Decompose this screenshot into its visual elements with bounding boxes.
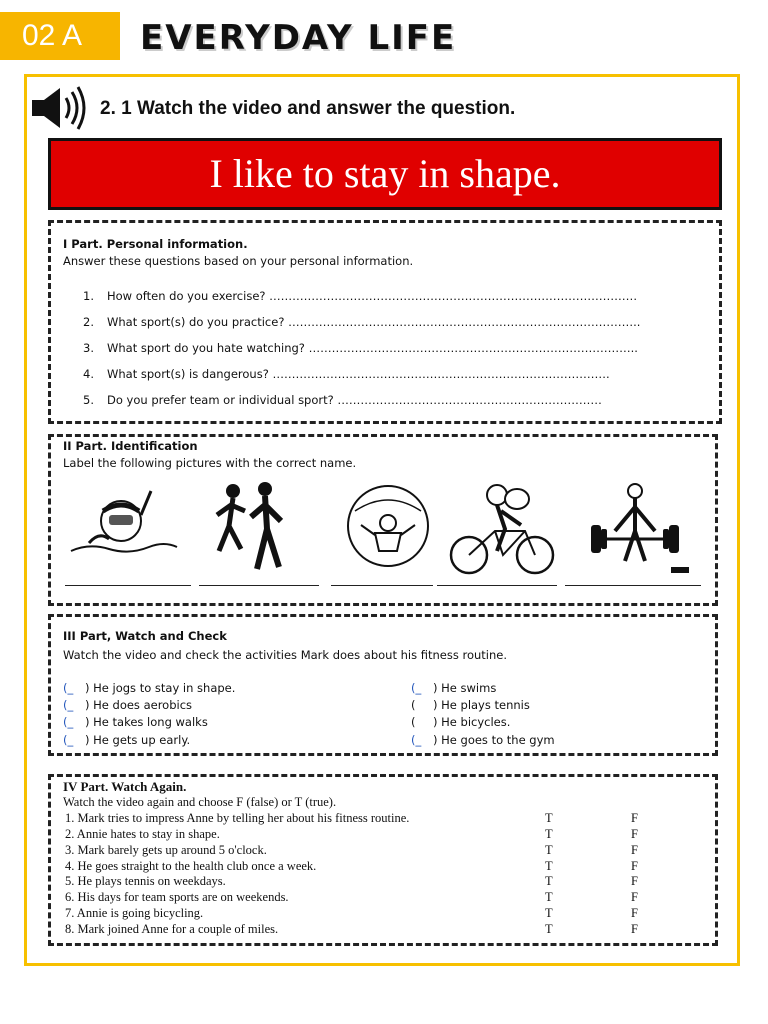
statement: 3. Mark barely gets up around 5 o'clock.: [65, 843, 267, 857]
question-text: Do you prefer team or individual sport?: [107, 393, 334, 407]
question-number: 5.: [83, 393, 94, 407]
false-option[interactable]: F: [631, 922, 638, 936]
unit-badge: 02 A: [0, 12, 120, 60]
checklist-item[interactable]: [63, 681, 235, 695]
question-number: 2.: [83, 315, 94, 329]
statement: 4. He goes straight to the health club once a week.: [65, 859, 317, 873]
true-option[interactable]: T: [545, 811, 553, 825]
part-3-watch-and-check: [48, 614, 718, 756]
statement: 2. Annie hates to stay in shape.: [65, 827, 220, 841]
skydiver-picture: [345, 481, 431, 571]
question-number: 3.: [83, 341, 94, 355]
activity-text: ) He takes long walks: [85, 715, 208, 729]
statement: 5. He plays tennis on weekdays.: [65, 874, 226, 888]
false-option[interactable]: F: [631, 843, 638, 857]
part-3-subtitle: Watch the video and check the activities Mark does about his fitness routine.: [63, 648, 508, 662]
lesson-banner: I like to stay in shape.: [48, 138, 722, 210]
answer-line[interactable]: …………………………………………………………………………….: [272, 367, 610, 381]
list-item: [83, 393, 640, 419]
part-1-personal-information: [48, 220, 722, 424]
question-number: 4.: [83, 367, 94, 381]
false-option[interactable]: F: [631, 811, 638, 825]
activity-text: ) He does aerobics: [85, 698, 193, 712]
speaker-icon[interactable]: [30, 84, 88, 132]
part-2-identification: [48, 434, 718, 606]
checklist-item[interactable]: [411, 733, 555, 747]
weightlifter-picture: [585, 481, 695, 577]
list-item: [83, 315, 640, 341]
true-option[interactable]: T: [545, 859, 553, 873]
false-option[interactable]: F: [631, 874, 638, 888]
checklist-item[interactable]: [63, 698, 192, 712]
false-option[interactable]: F: [631, 827, 638, 841]
label-answer-line[interactable]: [199, 585, 319, 586]
checklist-item[interactable]: [411, 715, 510, 729]
activity-text: ) He jogs to stay in shape.: [85, 681, 236, 695]
label-answer-line[interactable]: [331, 585, 433, 586]
snorkeling-diver-picture: [69, 481, 179, 571]
unit-title: EVERYDAY LIFE: [140, 18, 457, 58]
label-answer-line[interactable]: [65, 585, 191, 586]
question-number: 1.: [83, 289, 94, 303]
activity-text: ) He swims: [433, 681, 497, 695]
check-blank[interactable]: (_: [63, 715, 74, 729]
exercise-instruction: 2. 1 Watch the video and answer the question.: [100, 98, 516, 119]
question-text: What sport(s) do you practice?: [107, 315, 285, 329]
check-blank[interactable]: (: [411, 715, 416, 729]
checklist-item[interactable]: [63, 715, 208, 729]
true-option[interactable]: T: [545, 827, 553, 841]
check-blank[interactable]: (_: [411, 733, 422, 747]
answer-line[interactable]: ……………………………………………………………: [337, 393, 602, 407]
check-blank[interactable]: (_: [63, 698, 74, 712]
activity-text: ) He plays tennis: [433, 698, 530, 712]
true-option[interactable]: T: [545, 874, 553, 888]
list-item: [83, 367, 640, 393]
check-blank[interactable]: (_: [411, 681, 422, 695]
part-3-title: III Part, Watch and Check: [63, 629, 227, 643]
statement: 1. Mark tries to impress Anne by telling her about his fitness routine.: [65, 811, 410, 825]
part-4-subtitle: Watch the video again and choose F (false) or T (true).: [63, 795, 337, 809]
activity-text: ) He gets up early.: [85, 733, 191, 747]
part-1-subtitle: Answer these questions based on your personal information.: [63, 254, 414, 268]
question-text: What sport(s) is dangerous?: [107, 367, 269, 381]
checklist-item[interactable]: [411, 698, 530, 712]
list-item: [83, 341, 640, 367]
answer-line[interactable]: …………………………………………………………………………..: [308, 341, 638, 355]
activity-text: ) He bicycles.: [433, 715, 511, 729]
answer-line[interactable]: ……………………………………………………………………………………: [269, 289, 638, 303]
check-blank[interactable]: (: [411, 698, 416, 712]
part-1-title: I Part. Personal information.: [63, 237, 248, 251]
true-option[interactable]: T: [545, 843, 553, 857]
couple-jogging-picture: [205, 481, 300, 573]
false-option[interactable]: F: [631, 906, 638, 920]
question-list: [83, 289, 640, 419]
label-answer-line[interactable]: [437, 585, 557, 586]
question-text: What sport do you hate watching?: [107, 341, 305, 355]
part-4-watch-again: [48, 774, 718, 946]
part-4-title: IV Part. Watch Again.: [63, 779, 187, 794]
activity-text: ) He goes to the gym: [433, 733, 555, 747]
question-text: How often do you exercise?: [107, 289, 266, 303]
cyclist-picture: [447, 481, 557, 577]
check-blank[interactable]: (_: [63, 733, 74, 747]
true-option[interactable]: T: [545, 890, 553, 904]
statement: 6. His days for team sports are on weekends.: [65, 890, 289, 904]
true-option[interactable]: T: [545, 906, 553, 920]
statement: 7. Annie is going bicycling.: [65, 906, 204, 920]
part-2-subtitle: Label the following pictures with the correct name.: [63, 456, 357, 470]
picture-row: [65, 481, 705, 577]
checklist-item[interactable]: [411, 681, 496, 695]
true-option[interactable]: T: [545, 922, 553, 936]
false-option[interactable]: F: [631, 859, 638, 873]
statement: 8. Mark joined Anne for a couple of miles.: [65, 922, 279, 936]
answer-line[interactable]: ………………………………………………………………………………..: [288, 315, 641, 329]
part-2-title: II Part. Identification: [63, 439, 198, 453]
checklist-item[interactable]: [63, 733, 190, 747]
check-blank[interactable]: (_: [63, 681, 74, 695]
label-answer-line[interactable]: [565, 585, 701, 586]
list-item: [83, 289, 640, 315]
false-option[interactable]: F: [631, 890, 638, 904]
